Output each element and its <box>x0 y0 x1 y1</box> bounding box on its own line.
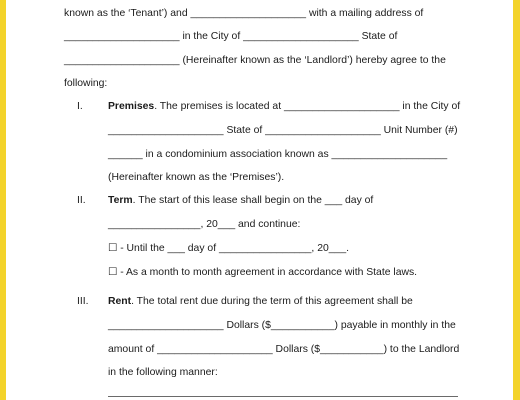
section-premises-line-3: ______ in a condominium association known as ____________________ <box>108 149 448 160</box>
section-term-line-1 <box>108 194 373 207</box>
section-premises-line-1 <box>108 100 460 113</box>
section-premises-line-2: ____________________ State of ____________________ Unit Number (#) <box>108 125 458 136</box>
section-rent-line-1 <box>108 295 413 308</box>
intro-line-4: following: <box>64 78 108 89</box>
payment-manner-blank-line <box>108 396 458 397</box>
intro-line-2: ____________________ in the City of ____________________ State of <box>64 31 398 42</box>
section-heading-premises: Premises <box>108 101 155 112</box>
section-rent-line-4: in the following manner: <box>108 367 218 378</box>
section-heading-term: Term <box>108 195 133 206</box>
section-term-text-1: . The start of this lease shall begin on the ___ day of <box>132 195 374 206</box>
section-number-premises: I. <box>77 101 83 112</box>
section-rent-text-1: . The total rent due during the term of this agreement shall be <box>131 296 413 307</box>
intro-line-1: known as the ‘Tenant’) and ____________________ with a mailing address of <box>64 8 424 19</box>
document-page <box>6 0 513 400</box>
section-number-term: II. <box>77 195 86 206</box>
intro-line-3: ____________________ (Hereinafter known as the ‘Landlord’) hereby agree to the <box>64 55 446 66</box>
section-rent-line-2: ____________________ Dollars ($___________) payable in monthly in the <box>108 320 456 331</box>
section-rent-line-3: amount of ____________________ Dollars ($___________) to the Landlord <box>108 344 460 355</box>
section-number-rent: III. <box>77 296 89 307</box>
section-premises-line-4: (Hereinafter known as the ‘Premises’). <box>108 172 285 183</box>
section-term-option-until: ☐ - Until the ___ day of ________________, 20___. <box>108 243 349 254</box>
section-heading-rent: Rent <box>108 296 132 307</box>
section-premises-text-1: . The premises is located at ____________________ in the City of <box>154 101 461 112</box>
section-term-option-month-to-month: ☐ - As a month to month agreement in accordance with State laws. <box>108 267 418 278</box>
section-term-line-2: ________________, 20___ and continue: <box>108 219 301 230</box>
